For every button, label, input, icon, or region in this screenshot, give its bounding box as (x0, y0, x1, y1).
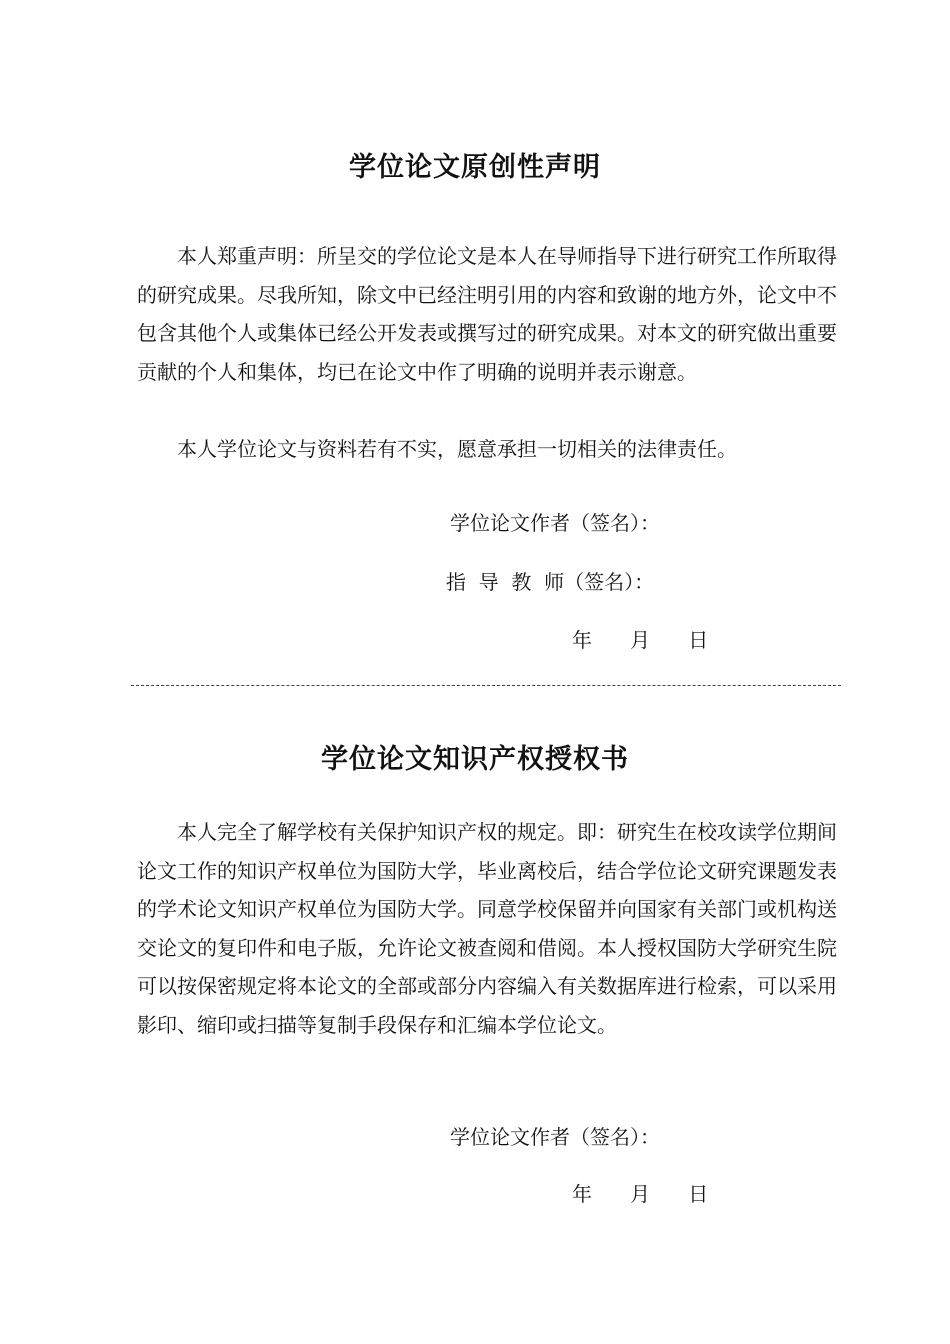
declaration-advisor-signature-line: 指 导 教 师（签名）： (446, 570, 655, 594)
declaration-title: 学位论文原创性声明 (349, 152, 601, 183)
authorization-title: 学位论文知识产权授权书 (321, 744, 629, 775)
declaration-date-line: 年 月 日 (572, 628, 709, 652)
section-divider (131, 685, 841, 686)
authorization-author-signature-line: 学位论文作者（签名）： (450, 1125, 660, 1149)
declaration-paragraph-2: 本人学位论文与资料若有不实，愿意承担一切相关的法律责任。 (177, 437, 737, 461)
declaration-author-signature-line: 学位论文作者（签名）： (450, 511, 660, 535)
authorization-paragraph: 本人完全了解学校有关保护知识产权的规定。即：研究生在校攻读学位期间论文工作的知识产权单位为国防大学，毕业离校后，结合学位论文研究课题发表的学术论文知识产权单位为国防大学。同意学校保留并向国家有关部门或机构送交论文的复印件和电子版，允许论文被查阅和借阅。本人授权国防大学研究生院可以按保密规定将本论文的全部或部分内容编入有关数据库进行检索，可以采用影印、缩印或扫描等复制手段保存和汇编本学位论文。 (137, 820, 837, 1037)
authorization-date-line: 年 月 日 (572, 1182, 709, 1206)
declaration-paragraph-1: 本人郑重声明：所呈交的学位论文是本人在导师指导下进行研究工作所取得的研究成果。尽我所知，除文中已经注明引用的内容和致谢的地方外，论文中不包含其他个人或集体已经公开发表或撰写过的研究成果。对本文的研究做出重要贡献的个人和集体，均已在论文中作了明确的说明并表示谢意。 (137, 244, 837, 384)
